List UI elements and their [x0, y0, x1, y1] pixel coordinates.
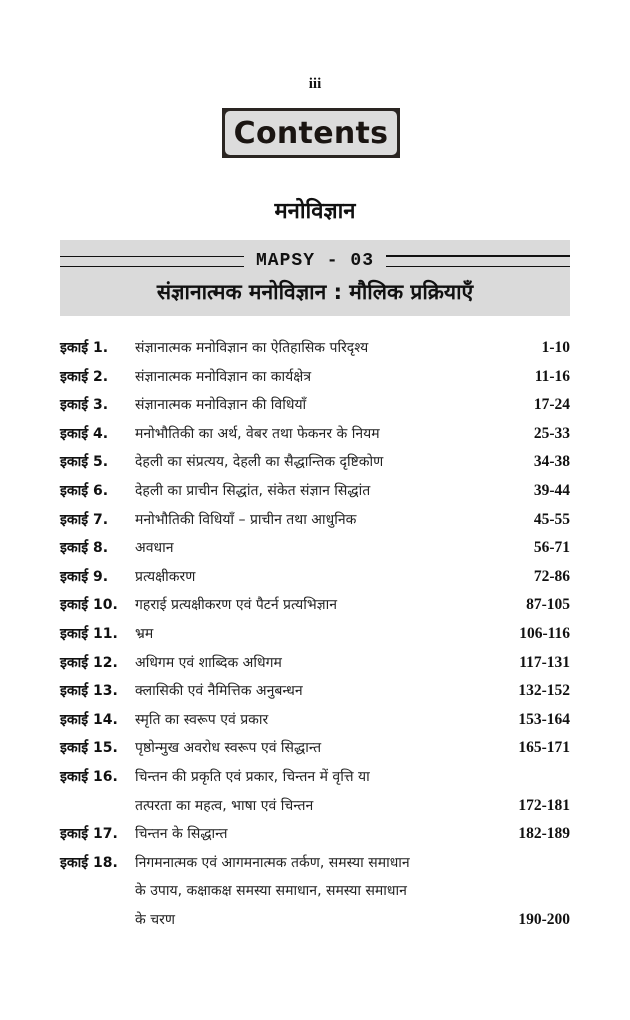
toc-row	[60, 424, 570, 453]
unit-label: इकाई 8.	[60, 540, 109, 557]
toc-row	[60, 567, 570, 596]
page-number: iii	[308, 76, 322, 92]
course-title: संज्ञानात्मक मनोविज्ञान : मौलिक प्रक्रियाएँ	[156, 280, 474, 304]
page-range: 172-181	[518, 796, 570, 814]
toc-row	[60, 395, 570, 424]
toc-row	[60, 624, 570, 653]
unit-label: इकाई 13.	[60, 683, 118, 700]
toc-row	[60, 853, 570, 882]
toc-row	[60, 796, 570, 825]
unit-title: अधिगम एवं शाब्दिक अधिगम	[135, 654, 282, 671]
page-range: 190-200	[518, 910, 570, 928]
unit-title: मनोभौतिकी का अर्थ, वेबर तथा फेकनर के नियम	[135, 425, 380, 442]
contents-heading-box	[222, 108, 400, 158]
page-range: 87-105	[526, 596, 570, 614]
unit-title: भ्रम	[135, 625, 154, 642]
page-range: 117-131	[519, 653, 570, 671]
toc-row	[60, 481, 570, 510]
toc-row	[60, 681, 570, 710]
course-code: MAPSY - 03	[255, 251, 375, 271]
unit-title: तत्परता का महत्व, भाषा एवं चिन्तन	[135, 797, 314, 814]
unit-label: इकाई 5.	[60, 454, 109, 471]
unit-title: के उपाय, कक्षाकक्ष समस्या समाधान, समस्या समाधान	[135, 883, 407, 900]
page-range: 1-10	[541, 339, 570, 356]
unit-label: इकाई 2.	[60, 368, 109, 385]
unit-label: इकाई 3.	[60, 397, 109, 414]
unit-label: इकाई 15.	[60, 740, 118, 757]
unit-label: इकाई 4.	[60, 425, 109, 442]
unit-title: मनोभौतिकी विधियाँ – प्राचीन तथा आधुनिक	[135, 511, 357, 528]
unit-title: देहली का प्राचीन सिद्धांत, संकेत संज्ञान सिद्धांत	[135, 482, 371, 499]
unit-label: इकाई 16.	[60, 768, 118, 785]
unit-title: अवधान	[135, 540, 174, 557]
unit-title: प्रत्यक्षीकरण	[135, 568, 196, 585]
unit-label: इकाई 9.	[60, 568, 109, 585]
toc-row	[60, 452, 570, 481]
page-range: 182-189	[518, 825, 570, 843]
page-range: 45-55	[533, 510, 570, 528]
page-range: 39-44	[533, 481, 570, 499]
contents-heading: Contents	[225, 111, 397, 155]
unit-label: इकाई 14.	[60, 711, 118, 728]
unit-title: देहली का संप्रत्यय, देहली का सैद्धान्तिक दृष्टिकोण	[135, 454, 384, 471]
page-range: 25-33	[533, 424, 570, 442]
unit-title: निगमनात्मक एवं आगमनात्मक तर्कण, समस्या समाधान	[135, 854, 410, 871]
course-code-row	[60, 250, 570, 272]
page-range: 34-38	[533, 453, 570, 471]
unit-title: स्मृति का स्वरूप एवं प्रकार	[135, 711, 269, 728]
unit-label: इकाई 10.	[60, 597, 118, 614]
unit-title: चिन्तन की प्रकृति एवं प्रकार, चिन्तन में वृत्ति या	[135, 768, 370, 785]
course-banner	[60, 240, 570, 316]
unit-label: इकाई 11.	[60, 625, 118, 642]
unit-title: संज्ञानात्मक मनोविज्ञान का ऐतिहासिक परिदृश्य	[135, 340, 369, 356]
toc-row	[60, 367, 570, 396]
table-of-contents	[60, 338, 570, 938]
unit-title: संज्ञानात्मक मनोविज्ञान की विधियाँ	[135, 397, 307, 414]
unit-label: इकाई 18.	[60, 854, 118, 871]
toc-row	[60, 653, 570, 682]
unit-label: इकाई 12.	[60, 654, 118, 671]
unit-title: पृष्ठोन्मुख अवरोध स्वरूप एवं सिद्धान्त	[135, 740, 322, 757]
left-double-rule	[60, 256, 244, 267]
subject-title: मनोविज्ञान	[274, 199, 356, 224]
page-range: 17-24	[533, 396, 570, 414]
unit-label: इकाई 1.	[60, 340, 109, 356]
toc-row	[60, 338, 570, 367]
toc-row	[60, 910, 570, 939]
toc-row	[60, 710, 570, 739]
unit-title: चिन्तन के सिद्धान्त	[135, 826, 228, 843]
unit-label: इकाई 17.	[60, 826, 118, 843]
toc-row	[60, 538, 570, 567]
page-range: 72-86	[533, 567, 570, 585]
unit-title: के चरण	[135, 911, 175, 928]
unit-title: क्लासिकी एवं नैमित्तिक अनुबन्धन	[135, 683, 303, 700]
unit-label: इकाई 6.	[60, 482, 109, 499]
unit-title: गहराई प्रत्यक्षीकरण एवं पैटर्न प्रत्यभिज्ञान	[135, 597, 338, 614]
unit-label: इकाई 7.	[60, 511, 109, 528]
toc-row	[60, 824, 570, 853]
right-double-rule	[386, 255, 570, 267]
unit-title: संज्ञानात्मक मनोविज्ञान का कार्यक्षेत्र	[135, 368, 312, 385]
toc-row	[60, 738, 570, 767]
toc-row	[60, 510, 570, 539]
toc-row	[60, 767, 570, 796]
page-range: 11-16	[534, 367, 570, 385]
page-range: 56-71	[533, 539, 570, 557]
toc-row	[60, 595, 570, 624]
page-range: 132-152	[518, 682, 570, 700]
page-range: 106-116	[519, 624, 570, 642]
page-range: 165-171	[518, 739, 570, 757]
page-range: 153-164	[518, 710, 570, 728]
toc-row	[60, 881, 570, 910]
